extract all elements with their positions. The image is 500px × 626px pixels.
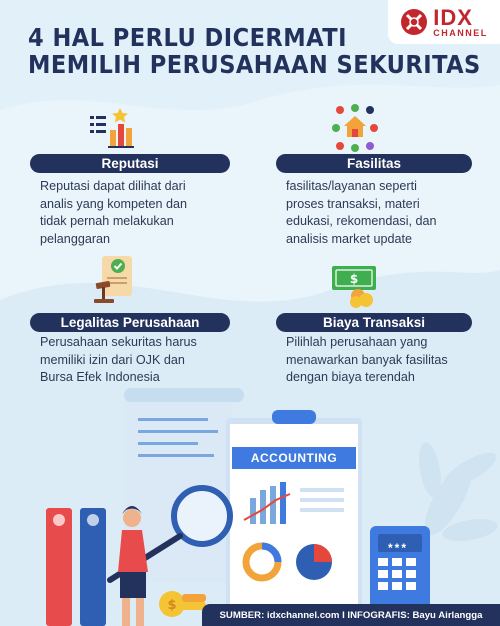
accounting-board-label: ACCOUNTING [232,447,356,469]
heading-fasilitas: Fasilitas [276,154,472,173]
heading-biaya-transaksi: Biaya Transaksi [276,313,472,332]
text-fasilitas: fasilitas/layanan seperti proses transaksi, materi edukasi, rekomendasi, dan analisis market update [286,179,437,246]
logo-text-idx: IDX [433,4,473,30]
title-line-2: MEMILIH PERUSAHAAN SEKURITAS [28,50,481,79]
calculator-display: *** [388,541,409,555]
money-coins-icon [330,264,380,308]
page-title [28,24,481,78]
text-biaya-transaksi: Pilihlah perusahaan yang menawarkan banyak fasilitas dengan biaya terendah [286,335,448,384]
heading-reputasi: Reputasi [30,154,230,173]
title-line-1: 4 HAL PERLU DICERMATI [28,23,347,52]
logo-text-channel: CHANNEL [433,27,488,38]
text-reputasi: Reputasi dapat dilihat dari analis yang kompeten dan tidak pernah melakukan pelanggaran [40,179,188,246]
rating-chart-icon [88,106,136,150]
svg-text:$: $ [349,272,359,286]
svg-text:$: $ [167,598,177,613]
gavel-document-icon [92,252,142,304]
heading-legalitas: Legalitas Perusahaan [30,313,230,332]
accounting-illustration [0,382,500,626]
source-credit: SUMBER: idxchannel.com I INFOGRAFIS: Bayu Airlangga [202,604,500,626]
house-checklist-icon [330,104,380,152]
text-legalitas: Perusahaan sekuritas harus memiliki izin dari OJK dan Bursa Efek Indonesia [40,335,197,384]
